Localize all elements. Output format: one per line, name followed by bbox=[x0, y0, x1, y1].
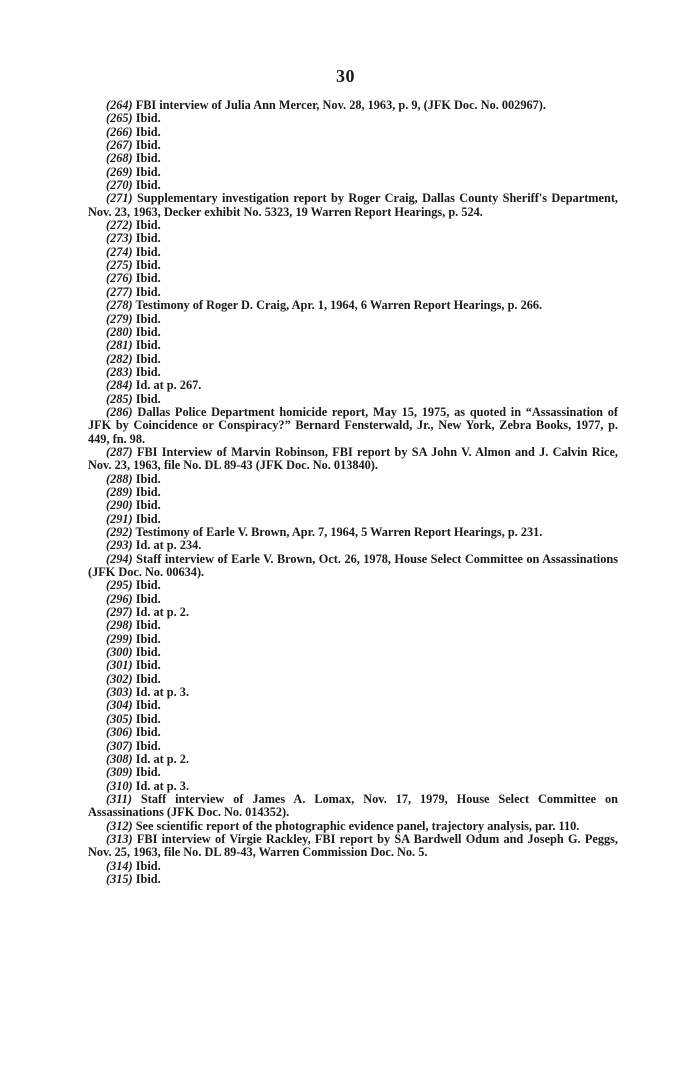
footnote-text: Testimony of Earle V. Brown, Apr. 7, 1964, 5 Warren Report Hearings, p. 231. bbox=[135, 525, 543, 539]
footnote-text: Ibid. bbox=[135, 765, 161, 780]
footnote-number: (288) bbox=[106, 471, 133, 486]
footnote-text: FBI interview of Virgie Rackley, FBI report by SA Bardwell Odum and Joseph G. Peggs, Nov. 25, 1963, file No. DL 89-43, Warren Commission Doc. No. 5. bbox=[88, 831, 618, 860]
footnote-text: Ibid. bbox=[135, 738, 161, 753]
footnote-number: (302) bbox=[106, 671, 133, 686]
footnote-number: (276) bbox=[106, 271, 133, 286]
footnote-text: Id. at p. 2. bbox=[135, 751, 190, 766]
footnote-number: (310) bbox=[106, 778, 133, 793]
footnote bbox=[88, 486, 618, 499]
footnote-text: FBI interview of Julia Ann Mercer, Nov. 28, 1963, p. 9, (JFK Doc. No. 002967). bbox=[135, 98, 546, 112]
footnote-number: (278) bbox=[106, 298, 133, 313]
footnote-text: Ibid. bbox=[135, 591, 161, 606]
footnote-text: Ibid. bbox=[135, 698, 161, 713]
footnote bbox=[88, 499, 618, 512]
footnote-text: Ibid. bbox=[135, 364, 161, 379]
footnote bbox=[88, 646, 618, 659]
footnote-number: (293) bbox=[106, 538, 133, 553]
footnote-text: Testimony of Roger D. Craig, Apr. 1, 1964, 6 Warren Report Hearings, p. 266. bbox=[135, 298, 543, 313]
footnote-number: (279) bbox=[106, 311, 133, 326]
footnote bbox=[88, 272, 618, 285]
footnote-text: Id. at p. 2. bbox=[135, 605, 190, 620]
footnote-number: (312) bbox=[106, 818, 133, 833]
footnote bbox=[88, 726, 618, 739]
footnote-text: Ibid. bbox=[135, 471, 161, 486]
footnote-number: (313) bbox=[106, 831, 133, 846]
footnote bbox=[88, 593, 618, 606]
footnote-number: (269) bbox=[106, 164, 133, 179]
footnote-number: (265) bbox=[106, 111, 133, 126]
footnote-number: (285) bbox=[106, 391, 133, 406]
footnote-number: (303) bbox=[106, 685, 133, 700]
footnote bbox=[88, 740, 618, 753]
footnote-text: Ibid. bbox=[135, 351, 161, 366]
footnote-number: (315) bbox=[106, 871, 133, 886]
footnote-number: (305) bbox=[106, 711, 133, 726]
footnote bbox=[88, 152, 618, 165]
footnote-number: (271) bbox=[106, 191, 133, 206]
footnote-number: (286) bbox=[106, 404, 133, 419]
footnote-text: Id. at p. 3. bbox=[135, 685, 190, 700]
footnote-text: Ibid. bbox=[135, 618, 161, 633]
footnote-number: (294) bbox=[106, 551, 133, 566]
footnote-text: Ibid. bbox=[135, 178, 161, 193]
footnote bbox=[88, 393, 618, 406]
footnote-number: (289) bbox=[106, 484, 133, 499]
footnote bbox=[88, 673, 618, 686]
footnote-number: (311) bbox=[106, 791, 132, 806]
footnote-number: (275) bbox=[106, 258, 133, 273]
footnote bbox=[88, 259, 618, 272]
footnote bbox=[88, 446, 618, 473]
footnote-number: (270) bbox=[106, 178, 133, 193]
footnote-number: (290) bbox=[106, 498, 133, 513]
footnote-text: See scientific report of the photographic evidence panel, trajectory analysis, par. 110. bbox=[135, 818, 580, 833]
footnote-number: (281) bbox=[106, 338, 133, 353]
footnote-number: (287) bbox=[106, 444, 133, 459]
footnote bbox=[88, 112, 618, 125]
footnote-text: Staff interview of Earle V. Brown, Oct. 26, 1978, House Select Committee on Assassinations (JFK Doc. No. 00634). bbox=[88, 551, 618, 580]
footnote-text: Ibid. bbox=[135, 231, 161, 246]
footnote-number: (274) bbox=[106, 244, 133, 259]
footnote bbox=[88, 766, 618, 779]
footnote-text: Supplementary investigation report by Roger Craig, Dallas County Sheriff's Department, Nov. 23, 1963, Decker exhibit No. 5323, 19 Warren Report Hearings, p. 524. bbox=[88, 191, 618, 219]
footnote bbox=[88, 513, 618, 526]
footnote-text: Id. at p. 267. bbox=[135, 378, 202, 393]
footnote-text: Ibid. bbox=[135, 338, 161, 353]
footnote-text: Ibid. bbox=[135, 711, 161, 726]
footnote-number: (292) bbox=[106, 525, 133, 539]
footnote-text: Ibid. bbox=[135, 164, 161, 179]
footnote-number: (300) bbox=[106, 645, 133, 660]
footnote-text: Ibid. bbox=[135, 324, 161, 339]
footnote bbox=[88, 166, 618, 179]
footnote-text: Ibid. bbox=[135, 511, 161, 526]
footnote-text: Ibid. bbox=[135, 858, 161, 873]
footnote-text: Ibid. bbox=[135, 151, 161, 166]
footnote-text: Ibid. bbox=[135, 658, 161, 673]
footnote-text: Ibid. bbox=[135, 138, 161, 153]
footnote-number: (304) bbox=[106, 698, 133, 713]
footnote bbox=[88, 379, 618, 392]
footnote bbox=[88, 219, 618, 232]
footnote bbox=[88, 126, 618, 139]
footnote-number: (309) bbox=[106, 765, 133, 780]
footnote bbox=[88, 246, 618, 259]
footnote-number: (282) bbox=[106, 351, 133, 366]
footnote-number: (266) bbox=[106, 124, 133, 139]
footnote-text: Ibid. bbox=[135, 111, 161, 126]
footnote bbox=[88, 299, 618, 312]
footnote-text: Ibid. bbox=[135, 218, 161, 233]
footnote-number: (277) bbox=[106, 284, 133, 299]
footnote bbox=[88, 139, 618, 152]
footnote-number: (264) bbox=[106, 98, 133, 112]
footnote-number: (283) bbox=[106, 364, 133, 379]
footnote bbox=[88, 326, 618, 339]
footnote-text: Id. at p. 234. bbox=[135, 538, 202, 553]
footnote-text: Ibid. bbox=[135, 124, 161, 139]
footnote-text: Ibid. bbox=[135, 871, 161, 886]
footnote bbox=[88, 579, 618, 592]
footnote bbox=[88, 753, 618, 766]
footnote-number: (299) bbox=[106, 631, 133, 646]
footnote bbox=[88, 860, 618, 873]
footnote-text: Staff interview of James A. Lomax, Nov. 17, 1979, House Select Committee on Assassinations (JFK Doc. No. 014352). bbox=[88, 791, 618, 820]
footnote-number: (295) bbox=[106, 578, 133, 593]
footnote bbox=[88, 232, 618, 245]
footnote-text: Dallas Police Department homicide report, May 15, 1975, as quoted in “Assassination of JFK by Coincidence or Conspiracy?” Bernard Fensterwald, Jr., New York, Zebra Books, 1977, p. 449, fn. 98. bbox=[88, 404, 618, 446]
footnote bbox=[88, 313, 618, 326]
footnote bbox=[88, 406, 618, 446]
footnote-text: Ibid. bbox=[135, 258, 161, 273]
footnote bbox=[88, 473, 618, 486]
footnote-number: (280) bbox=[106, 324, 133, 339]
footnote-number: (307) bbox=[106, 738, 133, 753]
footnote bbox=[88, 780, 618, 793]
footnote bbox=[88, 873, 618, 886]
footnote-text: Id. at p. 3. bbox=[135, 778, 190, 793]
footnote-text: Ibid. bbox=[135, 484, 161, 499]
footnote bbox=[88, 526, 618, 539]
footnote-text: Ibid. bbox=[135, 311, 161, 326]
footnote bbox=[88, 699, 618, 712]
footnote bbox=[88, 713, 618, 726]
footnote-text: Ibid. bbox=[135, 645, 161, 660]
footnote bbox=[88, 339, 618, 352]
page-number: 30 bbox=[336, 66, 355, 86]
footnote-text: Ibid. bbox=[135, 284, 161, 299]
footnote-list bbox=[88, 99, 618, 886]
footnote bbox=[88, 606, 618, 619]
footnote-text: Ibid. bbox=[135, 725, 161, 740]
footnote bbox=[88, 192, 618, 219]
footnote-number: (267) bbox=[106, 138, 133, 153]
footnote bbox=[88, 286, 618, 299]
footnote bbox=[88, 659, 618, 672]
footnote bbox=[88, 353, 618, 366]
footnote-text: Ibid. bbox=[135, 631, 161, 646]
footnote bbox=[88, 99, 618, 112]
footnote bbox=[88, 553, 618, 580]
footnote bbox=[88, 633, 618, 646]
footnote-text: Ibid. bbox=[135, 498, 161, 513]
footnote-number: (272) bbox=[106, 218, 133, 233]
footnote-text: Ibid. bbox=[135, 244, 161, 259]
footnote bbox=[88, 820, 618, 833]
footnote-number: (314) bbox=[106, 858, 133, 873]
footnote-number: (291) bbox=[106, 511, 133, 526]
footnote-number: (301) bbox=[106, 658, 133, 673]
footnote-number: (273) bbox=[106, 231, 133, 246]
footnote-text: Ibid. bbox=[135, 578, 161, 593]
footnote bbox=[88, 686, 618, 699]
footnote-text: Ibid. bbox=[135, 671, 161, 686]
footnote-text: Ibid. bbox=[135, 391, 161, 406]
footnote bbox=[88, 833, 618, 860]
footnote bbox=[88, 539, 618, 552]
footnote-number: (306) bbox=[106, 725, 133, 740]
footnote-number: (297) bbox=[106, 605, 133, 620]
footnote-number: (298) bbox=[106, 618, 133, 633]
footnote-number: (284) bbox=[106, 378, 133, 393]
footnote-number: (296) bbox=[106, 591, 133, 606]
footnote-text: FBI Interview of Marvin Robinson, FBI report by SA John V. Almon and J. Calvin Rice, Nov. 23, 1963, file No. DL 89-43 (JFK Doc. No. 013840). bbox=[88, 444, 618, 473]
footnote bbox=[88, 179, 618, 192]
footnote-number: (308) bbox=[106, 751, 133, 766]
footnote bbox=[88, 366, 618, 379]
footnote bbox=[88, 619, 618, 632]
footnote bbox=[88, 793, 618, 820]
footnote-text: Ibid. bbox=[135, 271, 161, 286]
footnote-number: (268) bbox=[106, 151, 133, 166]
